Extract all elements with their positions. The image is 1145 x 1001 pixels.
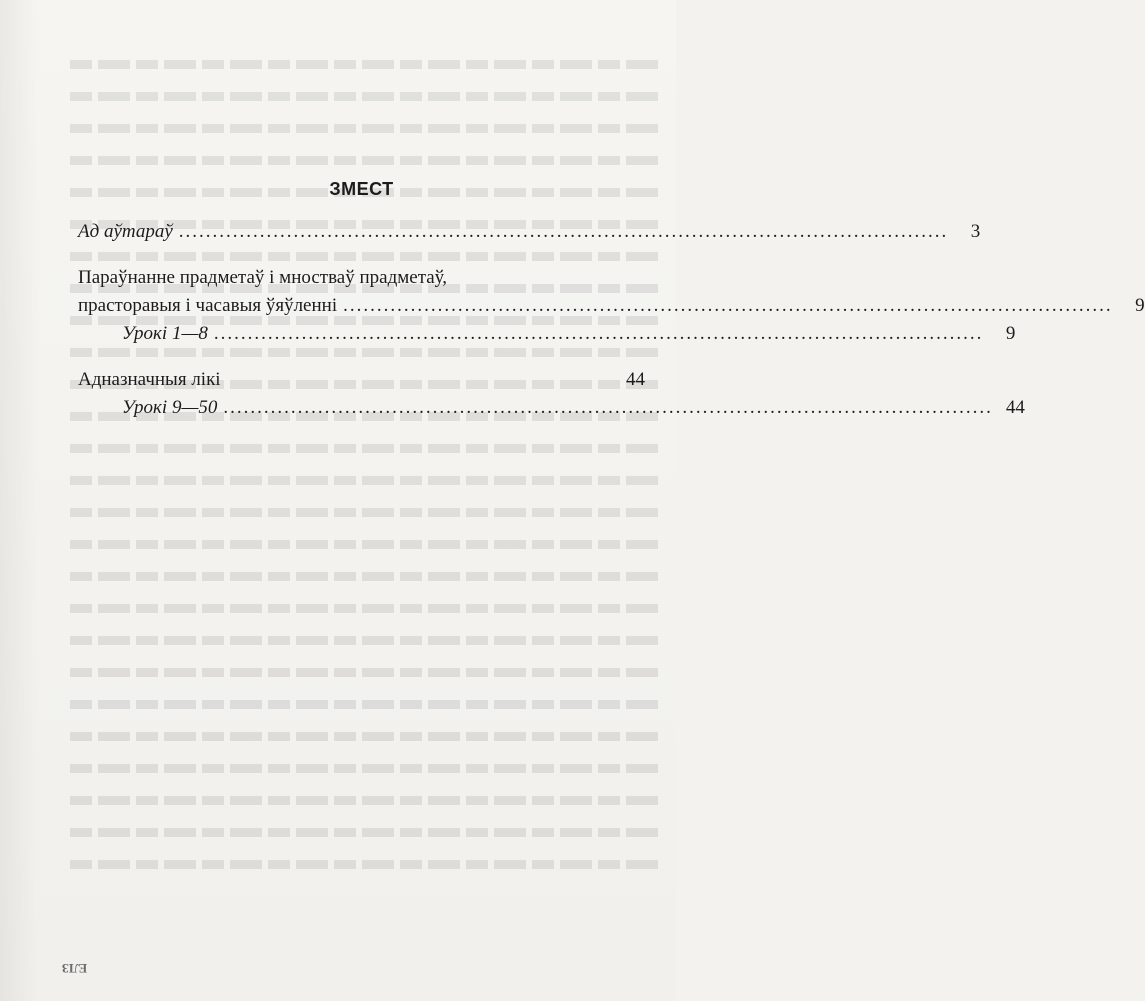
toc-entry-label: Адназначныя лікі — [78, 369, 221, 390]
toc-entry-page: 3 — [970, 221, 981, 242]
toc-entry-label: Ад аўтараў — [78, 221, 173, 242]
dot-leader: .................................................................................................................. — [213, 323, 984, 344]
toc-entry-page: 9 — [1135, 295, 1145, 316]
dot-leader: .................................................................................................................. — [223, 397, 993, 418]
toc-entry-page: 9 — [1005, 323, 1016, 344]
table-of-contents — [78, 178, 1145, 422]
toc-entry-page: 44 — [626, 369, 645, 390]
toc-title: ЗМЕСТ — [329, 179, 394, 199]
dot-leader: .................................................................................................................. — [343, 295, 1113, 316]
dot-leader: .................................................................................................................. — [178, 221, 949, 242]
corner-mark: ЕЛЗ — [62, 961, 88, 976]
toc-entry-label: Урокі 9—50 — [122, 397, 218, 418]
toc-entry-single-digit[interactable] — [78, 366, 645, 394]
toc-entry-comparison[interactable] — [78, 292, 1145, 320]
toc-entry-foreword[interactable] — [78, 218, 981, 246]
toc-entry-lessons-1-8[interactable] — [78, 320, 1016, 348]
toc-entry-lessons-9-50[interactable] — [78, 394, 1025, 422]
toc-entry-label: Урокі 1—8 — [122, 323, 208, 344]
toc-entry-page: 44 — [1005, 397, 1025, 418]
toc-entry-label: пpacтopaвыя і часавыя ўяўленні — [78, 295, 338, 316]
toc-entry-comparison-line1: Параўнанне прадметаў і мностваў прадметаў, — [78, 267, 448, 288]
